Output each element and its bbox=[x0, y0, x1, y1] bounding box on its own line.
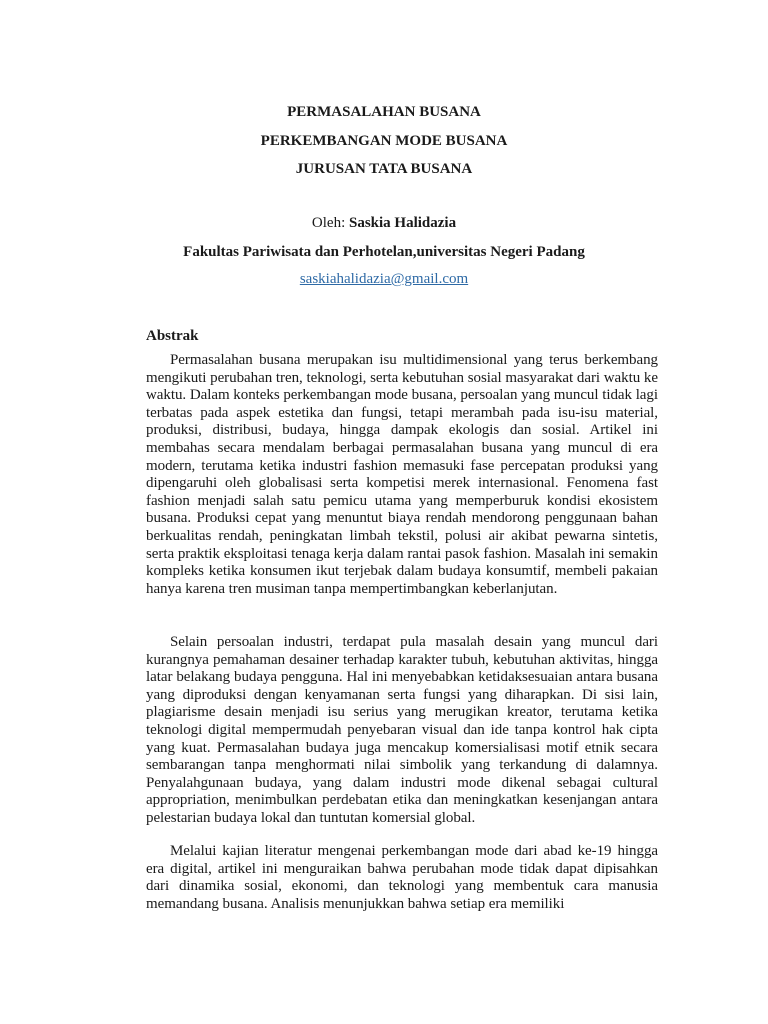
document-department: JURUSAN TATA BUSANA bbox=[295, 161, 473, 177]
email-line bbox=[0, 270, 768, 288]
document-subtitle: PERKEMBANGAN MODE BUSANA bbox=[260, 133, 508, 149]
abstract-paragraph-1: Permasalahan busana merupakan isu multidimensional yang terus berkembang mengikuti perubahan tren, teknologi, serta kebutuhan sosial masyarakat dari waktu ke waktu. Dalam konteks perkembangan mode busana, persoalan yang muncul tidak lagi terbatas pada aspek estetika dan fungsi, tetapi merambah pada isu-isu material, produksi, distribusi, budaya, hingga dampak ekologis dan sosial. Artikel ini membahas secara mendalam berbagai permasalahan busana yang muncul di era modern, terutama ketika industri fashion memasuki fase percepatan produksi yang dipengaruhi oleh globalisasi serta kompetisi merek internasional. Fenomena fast fashion menjadi salah satu pemicu utama yang memperburuk kondisi ekosistem busana. Produksi cepat yang menuntut biaya rendah mendorong penggunaan bahan berkualitas rendah, peningkatan limbah tekstil, polusi air akibat pewarna sintetis, serta praktik eksploitasi tenaga kerja dalam rantai pasok fashion. Masalah ini semakin kompleks ketika konsumen ikut terjebak dalam budaya konsumtif, membeli pakaian hanya karena tren musiman tanpa mempertimbangkan keberlanjutan. bbox=[146, 352, 658, 597]
author-name: Saskia Halidazia bbox=[348, 215, 457, 231]
abstract-paragraph-3: Melalui kajian literatur mengenai perkembangan mode dari abad ke-19 hingga era digital, artikel ini menguraikan bahwa perubahan mode tidak dapat dipisahkan dari dinamika sosial, ekonomi, dan teknologi yang membentuk cara manusia memandang busana. Analisis menunjukkan bahwa setiap era memiliki bbox=[146, 843, 658, 912]
author-line bbox=[0, 214, 768, 232]
abstract-heading: Abstrak bbox=[146, 328, 199, 344]
author-email-link[interactable]: saskiahalidazia@gmail.com bbox=[299, 271, 469, 287]
author-prefix: Oleh: bbox=[311, 215, 349, 231]
abstract-paragraph-2: Selain persoalan industri, terdapat pula masalah desain yang muncul dari kurangnya pemahaman desainer terhadap karakter tubuh, kebutuhan aktivitas, hingga latar belakang budaya pengguna. Hal ini menyebabkan ketidaksesuaian antara busana yang diproduksi dengan kenyamanan serta fungsi yang diharapkan. Di sisi lain, plagiarisme desain menjadi isu serius yang merugikan kreator, terutama ketika teknologi digital mempermudah penyebaran visual dan ide tanpa kontrol hak cipta yang kuat. Permasalahan budaya juga mencakup komersialisasi motif etnik secara sembarangan tanpa menghormati nilai simbolik yang terkandung di dalamnya. Penyalahgunaan budaya, yang dalam industri mode dikenal sebagai cultural appropriation, menimbulkan perdebatan etika dan meningkatkan kesenjangan antara pelestarian budaya lokal dan tuntutan komersial global. bbox=[146, 634, 658, 826]
author-affiliation: Fakultas Pariwisata dan Perhotelan,universitas Negeri Padang bbox=[183, 244, 585, 260]
document-title: PERMASALAHAN BUSANA bbox=[287, 104, 481, 120]
